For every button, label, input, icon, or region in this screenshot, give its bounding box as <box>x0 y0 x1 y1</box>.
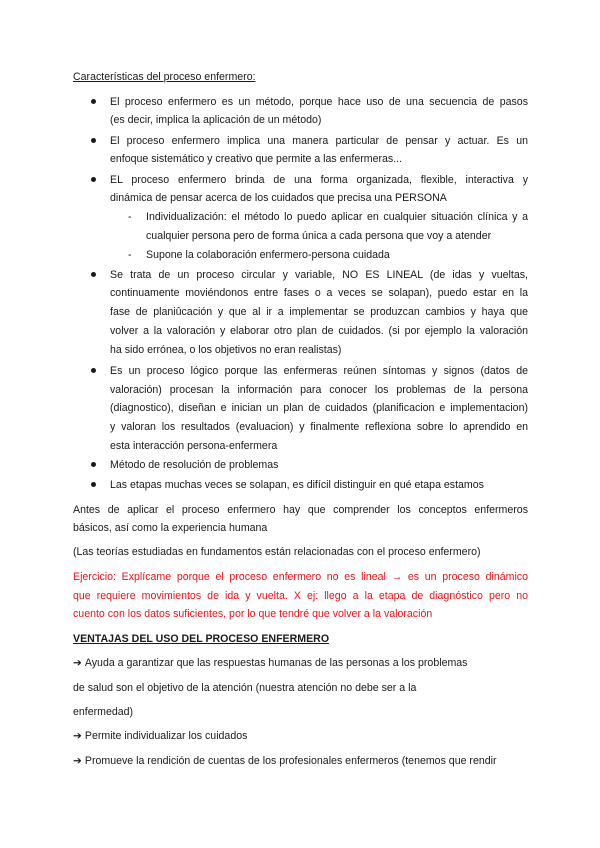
sub-bullet-1-line-1: Individualización: el método lo puedo aplicar en cualquier situación clínica y a <box>146 211 528 223</box>
bullet-icon <box>91 177 96 182</box>
arrow-icon: ➔ <box>73 755 82 767</box>
bullet-5-line-4: y valoran los resultados (evaluacion) y finalmente reflexiona sobre lo aprendido en <box>110 421 528 433</box>
bullet-2-line-1: El proceso enfermero implica una manera particular de pensar y actuar. Es un <box>110 135 528 147</box>
paragraph-1-line-2: básicos, así como la experiencia humana <box>73 522 268 534</box>
bullet-icon <box>91 138 96 143</box>
bullet-5-line-2: valoración) procesan la información para conocer los problemas de la persona <box>110 384 528 396</box>
bullet-1-line-2: (es decir, implica la aplicación de un método) <box>110 114 322 126</box>
advantage-1-line-3: enfermedad) <box>73 706 134 718</box>
section-heading-ventajas: VENTAJAS DEL USO DEL PROCESO ENFERMERO <box>73 633 330 645</box>
section-title: Características del proceso enfermero: <box>73 71 256 83</box>
bullet-icon <box>91 482 96 487</box>
paragraph-1-line-1: Antes de aplicar el proceso enfermero hay que comprender los conceptos enfermeros <box>73 504 528 516</box>
bullet-5-line-1: Es un proceso lógico porque las enfermeras reúnen síntomas y signos (datos de <box>110 365 528 377</box>
arrow-icon: ➔ <box>73 730 82 742</box>
sub-bullet-1-line-2: cualquier persona pero de forma única a cada persona que voy a atender <box>146 230 492 242</box>
bullet-4-line-3: fase de planiûcación y que al ir a implementar se produzcan cambios y haya que <box>110 306 528 318</box>
bullet-4-line-1: Se trata de un proceso circular y variable, NO ES LINEAL (de idas y vueltas, <box>110 269 528 281</box>
bullet-4-line-4: volver a la valoración y elaborar otro plan de cuidados. (si por ejemplo la valoración <box>110 325 528 337</box>
advantage-text: Promueve la rendición de cuentas de los profesionales enfermeros (tenemos que rendir <box>84 755 497 767</box>
advantage-2-line-1 <box>73 730 247 743</box>
bullet-3-line-1: EL proceso enfermero brinda de una forma organizada, flexible, interactiva y <box>110 174 528 186</box>
exercise-line-3: cuento con los datos suficientes, por lo que tendré que volver a la valoración <box>73 608 433 620</box>
paragraph-2: (Las teorías estudiadas en fundamentos están relacionadas con el proceso enfermero) <box>73 546 481 558</box>
bullet-6-line-1: Método de resolución de problemas <box>110 459 279 471</box>
bullet-7-line-1: Las etapas muchas veces se solapan, es difícil distinguir en qué etapa estamos <box>110 479 484 491</box>
bullet-icon <box>91 368 96 373</box>
exercise-line-1: Ejercicio: Explícame porque el proceso enfermero no es lineal → es un proceso dinámico <box>73 571 528 583</box>
advantage-1-line-1 <box>73 657 467 670</box>
bullet-icon <box>91 272 96 277</box>
advantage-1-line-2: de salud son el objetivo de la atención (nuestra atención no debe ser a la <box>73 682 417 694</box>
sub-bullet-2-line-1: Supone la colaboración enfermero-persona cuidada <box>146 249 390 261</box>
arrow-icon: ➔ <box>73 657 82 669</box>
bullet-4-line-2: continuamente moviéndonos entre fases o a veces se solapan), puedo estar en la <box>110 287 528 299</box>
bullet-5-line-3: (diagnostico), diseñan e inician un plan de cuidados (planificacion e implementacion) <box>110 402 528 414</box>
bullet-1-line-1: El proceso enfermero es un método, porque hace uso de una secuencia de pasos <box>110 96 528 108</box>
bullet-icon <box>91 99 96 104</box>
bullet-3-line-2: dinámica de pensar acerca de los cuidados que precisa una PERSONA <box>110 192 447 204</box>
exercise-line-2: que requiere movimientos de ida y vuelta. X ej: llego a la etapa de diagnóstico pero no <box>73 590 528 602</box>
sub-bullet-dash: - <box>128 249 132 261</box>
bullet-2-line-2: enfoque sistemático y creativo que permite a las enfermeras... <box>110 153 403 165</box>
bullet-5-line-5: esta interacción persona-enfermera <box>110 440 278 452</box>
advantage-3-line-1 <box>73 755 497 768</box>
bullet-icon <box>91 462 96 467</box>
sub-bullet-dash: - <box>128 211 132 223</box>
advantage-text: Permite individualizar los cuidados <box>84 730 248 742</box>
bullet-4-line-5: ha sido errónea, o los objetivos no eran realistas) <box>110 344 342 356</box>
advantage-text: Ayuda a garantizar que las respuestas humanas de las personas a los problemas <box>84 657 468 669</box>
